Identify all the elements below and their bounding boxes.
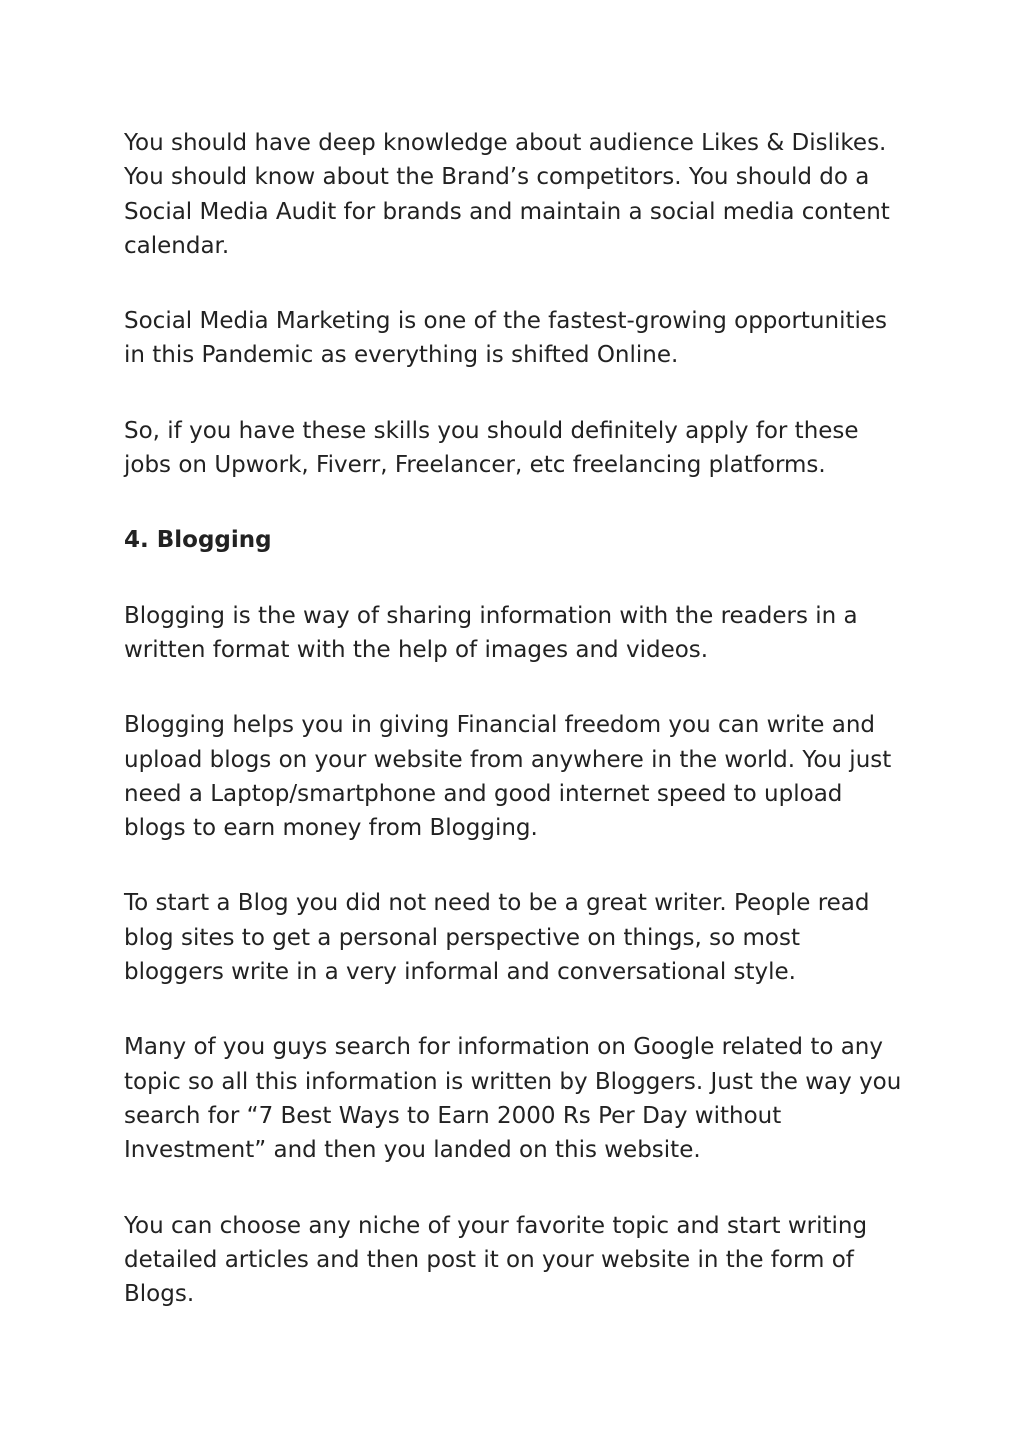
article-body xyxy=(124,126,904,1352)
paragraph-google-search: Many of you guys search for information on Google related to any topic so all this information is written by Bloggers. Just the way you search for “7 Best Ways to Earn 2000 Rs Per Day without Investment” and then you landed on this website. xyxy=(124,1034,902,1164)
paragraph-start-a-blog: To start a Blog you did not need to be a great writer. People read blog sites to get a personal perspective on things, so most bloggers write in a very informal and conversational style. xyxy=(124,890,870,986)
paragraph-social-media-marketing: Social Media Marketing is one of the fastest-growing opportunities in this Pandemic as everything is shifted Online. xyxy=(124,308,888,369)
paragraph-choose-niche: You can choose any niche of your favorite topic and start writing detailed articles and then post it on your website in the form of Blogs. xyxy=(124,1212,868,1308)
paragraph-financial-freedom: Blogging helps you in giving Financial freedom you can write and upload blogs on your website from anywhere in the world. You just need a Laptop/smartphone and good internet speed to upload blogs to earn money from Blogging. xyxy=(124,712,892,842)
paragraph-audience-knowledge: You should have deep knowledge about audience Likes & Dislikes. You should know about the Brand’s competitors. You should do a Social Media Audit for brands and maintain a social media content calendar. xyxy=(124,130,890,259)
section-heading-blogging: 4. Blogging xyxy=(124,527,272,554)
paragraph-freelancing-platforms: So, if you have these skills you should definitely apply for these jobs on Upwork, Fiverr, Freelancer, etc freelancing platforms. xyxy=(124,417,859,479)
paragraph-blogging-definition: Blogging is the way of sharing information with the readers in a written format with the help of images and videos. xyxy=(124,602,858,663)
